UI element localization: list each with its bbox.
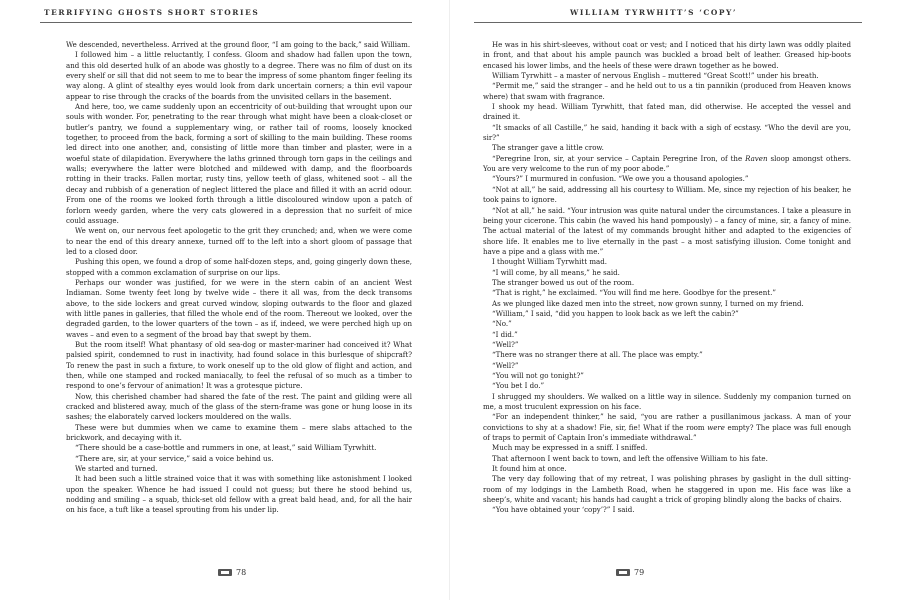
running-header-story-title: WILLIAM TYRWHITT’S ‘COPY’: [570, 8, 738, 17]
paragraph: Pushing this open, we found a drop of some half-dozen steps, and, going gingerly down these, stopped with a common exclamation of surprise on our lips.: [66, 257, 412, 277]
paragraph: I thought William Tyrwhitt mad.: [492, 257, 607, 267]
paragraph: The very day following that of my retreat, I was polishing phrases by gaslight in the dull sitting-room of my lodgings in the Lambeth Road, when he staggered in upon me. His face was like a sheep’s, white and vacant; his hands had caught a trick of groping blindly along the backs of chairs.: [483, 474, 851, 505]
paragraph: It found him at once.: [492, 464, 567, 474]
paragraph: The stranger bowed us out of the room.: [492, 277, 635, 287]
paragraph: [483, 154, 851, 175]
ship-name: Raven: [745, 153, 768, 163]
paragraph: “You will not go tonight?”: [492, 371, 584, 380]
paragraph: “I will come, by all means,” he said.: [492, 267, 620, 277]
header-rule: [474, 22, 862, 23]
paragraph: We started and turned.: [75, 464, 158, 474]
paragraph: William Tyrwhitt – a master of nervous English – muttered “Great Scott!” under his breath.: [492, 71, 819, 81]
paragraph: “Not at all,” he said. “Your intrusion was quite natural under the circumstances. I take a pleasure in being your cicerone. This cabin (he waved his hand pompously) – a fancy of mine, sir, a fancy of mine. The actual material of the latest of my commands brought hither and adapted to the exigencies of shore life. It enables me to live eternally in the past – a most satisfying illusion. Come tonight and have a pipe and a glass with me.”: [483, 205, 851, 256]
paragraph: But the room itself! What phantasy of old sea-dog or master-mariner had conceived it? What palsied spirit, condemned to rust in inactivity, had found solace in this burlesque of shipcraft? To renew the past in such a fixture, to work oneself up to the old glow of flight and action, and then, while one stamped and rocked maniacally, to feel the refusal of so much as a timber to respond to one’s fervour of animation! It was a grotesque picture.: [66, 339, 412, 391]
paragraph: [483, 412, 851, 443]
paragraph: “Well?”: [492, 360, 519, 370]
paragraph: I followed him – a little reluctantly, I confess. Gloom and shadow had fallen upon the town, and this old deserted hulk of an abode was ghostly to a degree. There was no film of dust on its every shelf or sill that did not seem to me to bear the impress of some phantom finger feeling its way along. A glint of stealthy eyes would look from dark uncertain corners; a thin evil vapour appear to rise through the cracks of the boards from the unvisited cellars in the basement.: [66, 50, 412, 101]
paragraph: “I did.”: [492, 329, 518, 339]
paragraph: “There are, sir, at your service,” said a voice behind us.: [75, 453, 274, 463]
paragraph: And here, too, we came suddenly upon an eccentricity of out-building that wrought upon our souls with wonder. For, penetrating to the rear through what might have been a cloak-closet or butler’s pantry, we found a supplementary wing, or rather tail of rooms, loosely knocked together, to proceed from the back, forming a sort of skilling to the main building. These rooms led direct into one another, and, consisting of little more than timber and plaster, were in a woeful state of dilapidation. Everywhere the laths grinned through torn gaps in the ceilings and walls; everywhere the latter were blotched and mildewed with damp, and the floorboards rotting in their tracks. Fallen mortar, rusty tins, yellow teeth of glass, whitened soot – all the decay and rubbish of a generation of neglect littered the place and filled it with an acrid odour. From one of the rooms we looked forth through a little discoloured window upon a patch of forlorn weedy garden, where the very cats glowered in a depression that no surfeit of mice could assuage.: [66, 102, 412, 225]
paragraph: “That is right,” he exclaimed. “You will find me here. Goodbye for the present.”: [492, 288, 776, 298]
text-run: sloop amongst others. You are very welcome to the run of my poor abode.”: [483, 153, 851, 174]
paragraph: As we plunged like dazed men into the street, now grown sunny, I turned on my friend.: [492, 298, 804, 308]
paragraph: “It smacks of all Castille,” he said, handing it back with a sigh of ecstasy. “Who the devil are you, sir?”: [483, 122, 851, 143]
paragraph: “Permit me,” said the stranger – and he held out to us a tin pannikin (produced from Heaven knows where) that swam with fragrance.: [483, 81, 851, 101]
folio-ornament-icon: [616, 569, 630, 576]
paragraph: “Yours?” I murmured in confusion. “We owe you a thousand apologies.”: [492, 174, 749, 184]
paragraph: Perhaps our wonder was justified, for we were in the stern cabin of an ancient West Indiaman. Some twenty feet long by twelve wide – there it all was, from the deck transoms above, to the side lockers and great curved window, sloping outwards to the floor and glazed with little panes in galleries, that filled the whole end of the room. Thereout we looked, over the degraded garden, to the lower quarters of the town – as if, indeed, we were perched high up on waves – and even to a segment of the broad bay that swept by them.: [66, 277, 412, 339]
page-number: 79: [634, 568, 645, 577]
page-number-right: [616, 568, 644, 577]
text-run: “For an independent thinker,” he said, “you are rather a pusillanimous jackass. A man of your convictions to shy at a shadow! Fie, sir, fie! What if the room: [483, 412, 851, 432]
paragraph: “There was no stranger there at all. The place was empty.”: [492, 350, 703, 360]
paragraph: “William,” I said, “did you happen to look back as we left the cabin?”: [492, 308, 739, 318]
right-page-body: [483, 40, 851, 516]
text-run: “Peregrine Iron, sir, at your service – Captain Peregrine Iron, of the: [492, 153, 746, 163]
paragraph: “You have obtained your ‘copy’?” I said.: [492, 505, 635, 515]
paragraph: “Well?”: [492, 339, 519, 349]
paragraph: I shrugged my shoulders. We walked on a little way in silence. Suddenly my companion turned on me, a most truculent expression on his face.: [483, 391, 851, 412]
text-run: empty? The place was full enough of traps to permit of Captain Iron’s immediate withdrawal.”: [483, 422, 851, 443]
running-header-book-title: TERRIFYING GHOSTS SHORT STORIES: [44, 8, 260, 17]
paragraph: These were but dummies when we came to examine them – mere slabs attached to the brickwork, and decaying with it.: [66, 422, 412, 443]
paragraph: Now, this cherished chamber had shared the fate of the rest. The paint and gilding were all cracked and blistered away, much of the glass of the stern-frame was gone or hung loose in its sashes; the elaborately carved lockers mouldered on the walls.: [66, 391, 412, 422]
paragraph: “Not at all,” he said, addressing all his courtesy to William. Me, since my rejection of his beaker, he took pains to ignore.: [483, 184, 851, 205]
paragraph: It had been such a little strained voice that it was with something like astonishment I looked upon the speaker. Whence he had issued I could not guess; but there he stood behind us, nodding and smiling – a squab, thick-set old fellow with a great bald head, and, for all the hair on his face, a tuft like a teasel sprouting from his under lip.: [66, 474, 412, 515]
paragraph: We went on, our nervous feet apologetic to the grit they crunched; and, when we were come to near the end of this dreary annexe, turned off to the left into a short gloom of passage that led to a closed door.: [66, 226, 412, 256]
emphasis: were: [707, 422, 725, 432]
paragraph: “There should be a case-bottle and rummers in one, at least,” said William Tyrwhitt.: [75, 443, 377, 453]
paragraph: The stranger gave a little crow.: [492, 143, 604, 153]
paragraph: We descended, nevertheless. Arrived at the ground floor, “I am going to the back,” said William.: [66, 40, 411, 49]
paragraph: “You bet I do.”: [492, 381, 545, 391]
paragraph: “No.”: [492, 319, 512, 329]
paragraph: I shook my head. William Tyrwhitt, that fated man, did otherwise. He accepted the vessel and drained it.: [483, 102, 851, 122]
paragraph: He was in his shirt-sleeves, without coat or vest; and I noticed that his dirty lawn was oddly plaited in front, and that about his ample paunch was buckled a broad belt of leather. Greased hip-boots encased his lower limbs, and the heels of these were drawn together as he bowed.: [483, 40, 851, 70]
page-number: 78: [236, 568, 247, 577]
paragraph: Much may be expressed in a sniff. I sniffed.: [492, 443, 648, 453]
paragraph: That afternoon I went back to town, and left the offensive William to his fate.: [492, 453, 768, 463]
